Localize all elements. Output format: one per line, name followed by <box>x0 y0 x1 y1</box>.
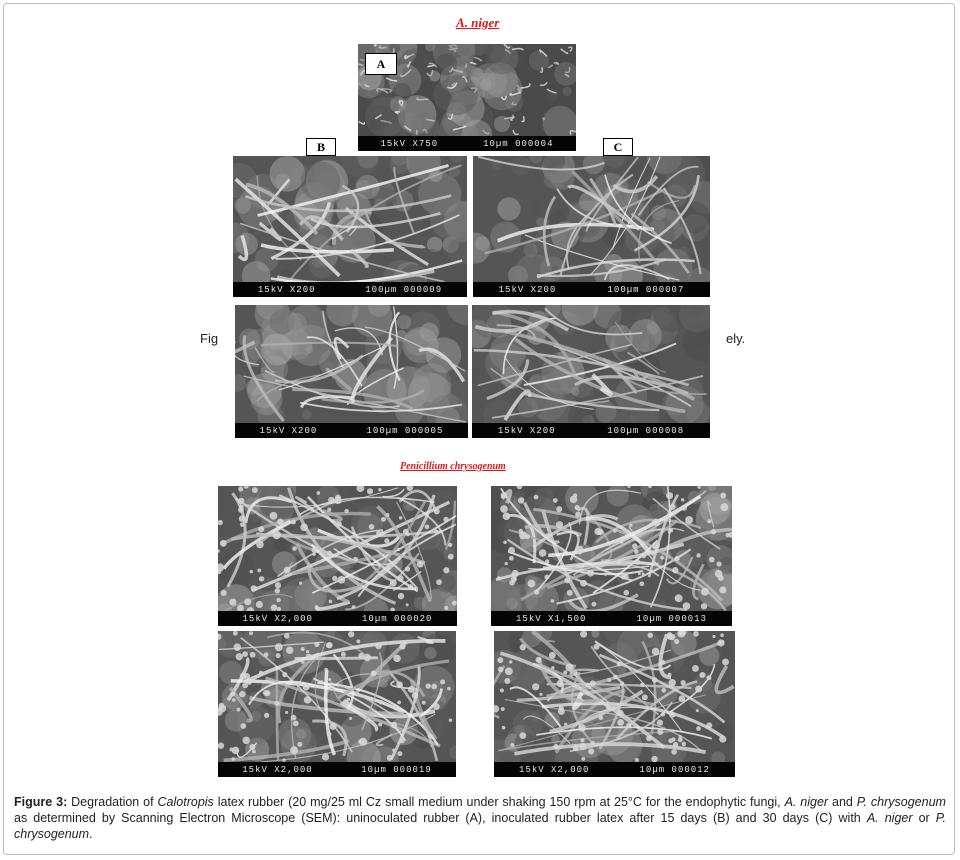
sem-scale: 10µm 000020 <box>362 613 433 624</box>
sem-panel-pc-3 <box>218 631 456 777</box>
stray-text-right: ely. <box>726 331 746 346</box>
sem-scale-bar <box>235 423 468 438</box>
sem-scale-bar <box>218 611 457 626</box>
stray-text-left: Fig <box>200 331 219 346</box>
sem-scale: 100µm 000009 <box>365 284 443 295</box>
heading-penicillium: Penicillium chrysogenum <box>400 461 506 472</box>
sem-texture <box>494 631 735 762</box>
sem-panel-pc-2 <box>491 486 732 626</box>
sem-settings: 15kV X2,000 <box>242 613 313 624</box>
sem-panel-b-30days <box>235 305 468 438</box>
panel-label-c: C <box>603 138 633 156</box>
figure-caption: Figure 3: Degradation of Calotropis latex rubber (20 mg/25 ml Cz small medium under shaking 150 rpm at 25°C for the endophytic fungi, A. niger and P. chrysogenum as determined by Scanning Electron Microscope (SEM): uninoculated rubber (A), inoculated rubber latex after 15 days (B) and 30 days (C) with A. niger or P. chrysogenum. <box>14 795 946 841</box>
sem-scale: 100µm 000005 <box>366 425 444 436</box>
sem-panel-c-15days <box>473 156 710 297</box>
sem-scale: 10µm 000013 <box>636 613 707 624</box>
sem-texture <box>218 631 456 762</box>
sem-scale-bar <box>233 282 467 297</box>
sem-settings: 15kV X200 <box>257 284 316 295</box>
sem-settings: 15kV X750 <box>380 138 439 149</box>
sem-settings: 15kV X200 <box>498 284 557 295</box>
sem-texture <box>472 305 710 423</box>
sem-scale: 10µm 000019 <box>361 764 432 775</box>
sem-scale-bar <box>494 762 735 777</box>
sem-panel-pc-4 <box>494 631 735 777</box>
sem-settings: 15kV X200 <box>259 425 318 436</box>
sem-panel-pc-1 <box>218 486 457 626</box>
sem-scale-bar <box>358 136 576 151</box>
sem-scale-bar <box>473 282 710 297</box>
sem-settings: 15kV X2,000 <box>519 764 590 775</box>
sem-scale: 100µm 000008 <box>607 425 685 436</box>
sem-settings: 15kV X1,500 <box>516 613 587 624</box>
sem-scale-bar <box>491 611 732 626</box>
sem-texture <box>218 486 457 611</box>
heading-aniger: A. niger <box>456 15 500 30</box>
panel-label-a: A <box>365 53 397 75</box>
sem-texture <box>233 156 467 282</box>
sem-texture <box>491 486 732 611</box>
caption-label: Figure 3: <box>14 795 68 809</box>
sem-scale: 100µm 000007 <box>607 284 685 295</box>
sem-settings: 15kV X2,000 <box>242 764 313 775</box>
sem-scale-bar <box>218 762 456 777</box>
sem-settings: 15kV X200 <box>497 425 556 436</box>
sem-panel-c-30days <box>472 305 710 438</box>
sem-scale: 10µm 000004 <box>483 138 554 149</box>
sem-panel-b-15days <box>233 156 467 297</box>
panel-label-b: B <box>306 138 336 156</box>
sem-scale: 10µm 000012 <box>639 764 710 775</box>
sem-texture <box>235 305 468 423</box>
sem-texture <box>473 156 710 282</box>
sem-scale-bar <box>472 423 710 438</box>
